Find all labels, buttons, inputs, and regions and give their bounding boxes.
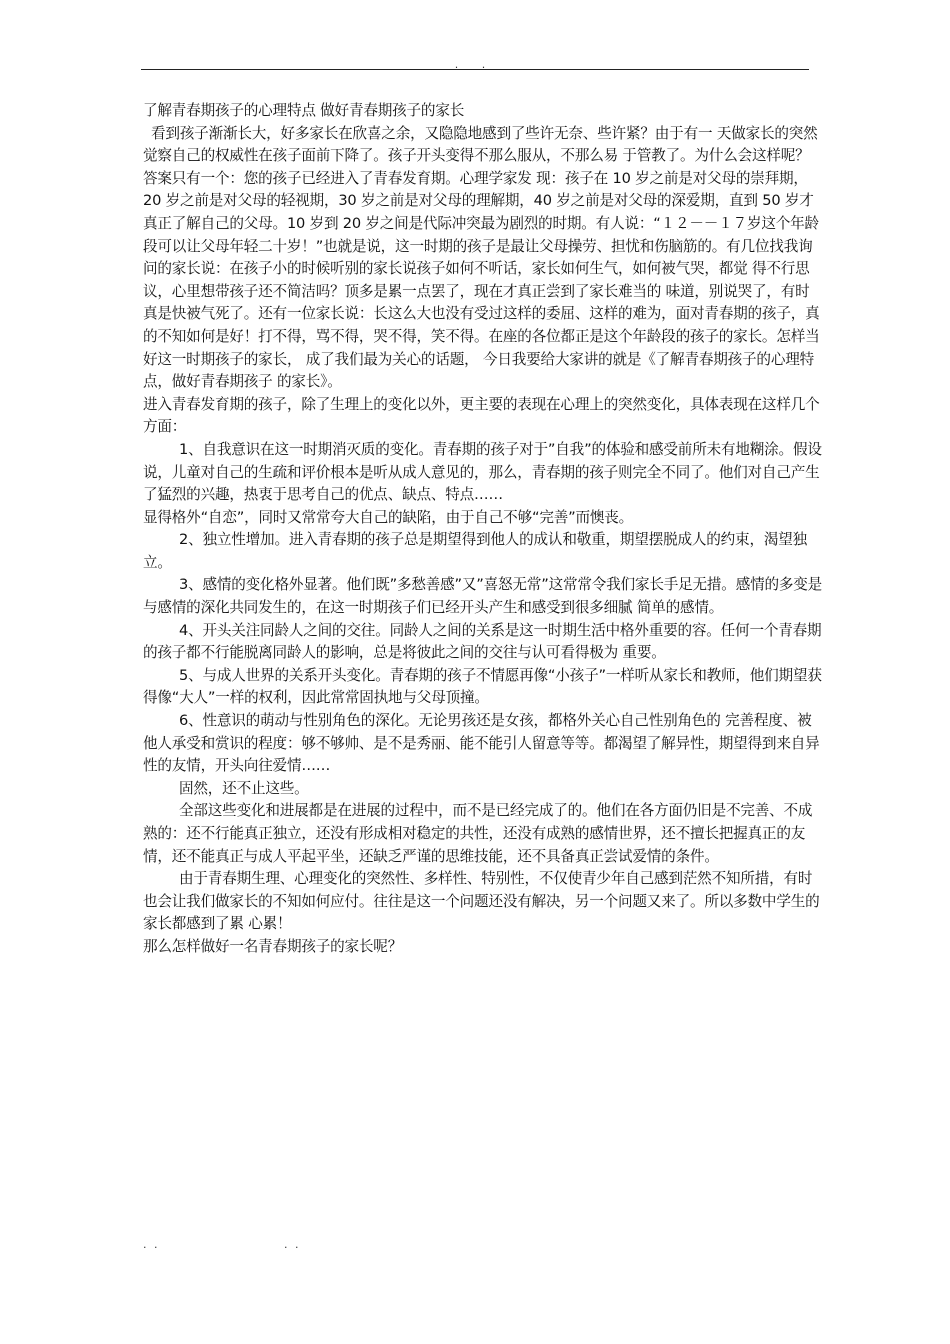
paragraph-changes-intro: 进入青春发育期的孩子，除了生理上的变化以外，更主要的表现在心理上的突然变化，具体表现在这样几个方面： (143, 395, 820, 436)
paragraph-because: 由于青春期生理、心理变化的突然性、多样性、特别性，不仅使青少年自己感到茫然不知所措，有时也会让我们做家长的不知如何应付。往往是这一个问题还没有解决，另一个问题又来了。所以多数中学生的家长都感到了累 心累！ (143, 870, 820, 933)
document-title: 了解青春期孩子的心理特点 做好青春期孩子的家长 (143, 102, 465, 119)
document-body (143, 100, 823, 959)
header-rule (141, 69, 809, 70)
paragraph-point-4: 4、开头关注同龄人之间的交往。同龄人之间的关系是这一时期生活中格外重要的容。任何一个青春期的孩子都不行能脱离同龄人的影响，总是将彼此之间的交往与认可看得极为 重要。 (143, 621, 822, 662)
paragraph-closing-question: 那么怎样做好一名青春期孩子的家长呢？ (143, 937, 403, 955)
paragraph-of-course: 固然，还不止这些。 (179, 779, 309, 797)
paragraph-intro: 看到孩子渐渐长大，好多家长在欣喜之余，又隐隐地感到了些许无奈、些许紧？由于有一 天做家长的突然觉察自己的权威性在孩子面前下降了。孩子开头变得不那么服从，不那么易 于管教了。为什么会这样呢？答案只有一个：您的孩子已经进入了青春发育期。心理学家发 现：孩子在 10 岁之前是对父母的崇拜期，20 岁之前是对父母的轻视期，30 岁之前是对父母的理解期，40 岁之前是对父母的深爱期，直到 50 岁才真正了解自己的父母。10 岁到 20 岁之间是代际冲突最为剧烈的时期。有人说：“１２－－１７岁这个年龄段可以让父母年轻二十岁！”也就是说，这一时期的孩子是最让父母操劳、担忧和伤脑筋的。有几位找我询问的家长说：在孩子小的时候听别的家长说孩子如何不听话，家长如何生气，如何被气哭，都觉 得不行思议，心里想带孩子还不简洁吗？顶多是累一点罢了，现在才真正尝到了家长难当的 味道，别说哭了，有时真是快被气死了。还有一位家长说：长这么大也没有受过这样的委屈、这样的难为，面对青春期的孩子，真的不知如何是好！打不得，骂不得，哭不得，笑不得。在座的各位都正是这个年龄段的孩子的家长。怎样当好这一时期孩子的家长， 成了我们最为关心的话题， 今日我要给大家讲的就是《了解青春期孩子的心理特点，做好青春期孩子 的家长》。 (143, 124, 820, 391)
paragraph-all-changes: 全部这些变化和进展都是在进展的过程中，而不是已经完成了的。他们在各方面仍旧是不完善、不成熟的：还不行能真正独立，还没有形成相对稳定的共性，还没有成熟的感情世界，还不擅长把握真正的友情，还不能真正与成人平起平坐，还缺乏严谨的思维技能，还不具备真正尝试爱情的条件。 (143, 802, 813, 865)
paragraph-point-6: 6、性意识的萌动与性别角色的深化。无论男孩还是女孩，都格外关心自己性别角色的 完善程度、被他人承受和赏识的程度：够不够帅、是不是秀丽、能不能引人留意等等。都渴望了解异性，期望得到来自异性的友情，开头向往爱情…… (143, 712, 820, 775)
paragraph-point-1-cont: 显得格外“自恋”，同时又常常夸大自己的缺陷，由于自己不够“完善”而懊丧。 (143, 508, 634, 526)
footer-right-dots: . . (284, 1238, 301, 1251)
paragraph-point-3: 3、感情的变化格外显著。他们既”多愁善感”又”喜怒无常”这常常令我们家长手足无措。感情的多变是与感情的深化共同发生的，在这一时期孩子们已经开头产生和感受到很多细腻 简单的感情。 (143, 576, 823, 617)
paragraph-point-5: 5、与成人世界的关系开头变化。青春期的孩子不情愿再像“小孩子”一样听从家长和教师，他们期望获得像“大人”一样的权利，因此常常固执地与父母顶撞。 (143, 666, 822, 707)
paragraph-point-1: 1、自我意识在这一时期消灭质的变化。青春期的孩子对于”自我”的体验和感受前所未有地糊涂。假设说，儿童对自己的生疏和评价根本是听从成人意见的，那么，青春期的孩子则完全不同了。他们对自己产生了猛烈的兴趣，热衷于思考自己的优点、缺点、特点…… (143, 440, 822, 504)
paragraph-point-2: 2、独立性增加。进入青春期的孩子总是期望得到他人的成认和敬重，期望摆脱成人的约束，渴望独立。 (143, 531, 808, 571)
footer-left-dots: . . (143, 1238, 160, 1251)
header-dots: . . (454, 58, 496, 71)
